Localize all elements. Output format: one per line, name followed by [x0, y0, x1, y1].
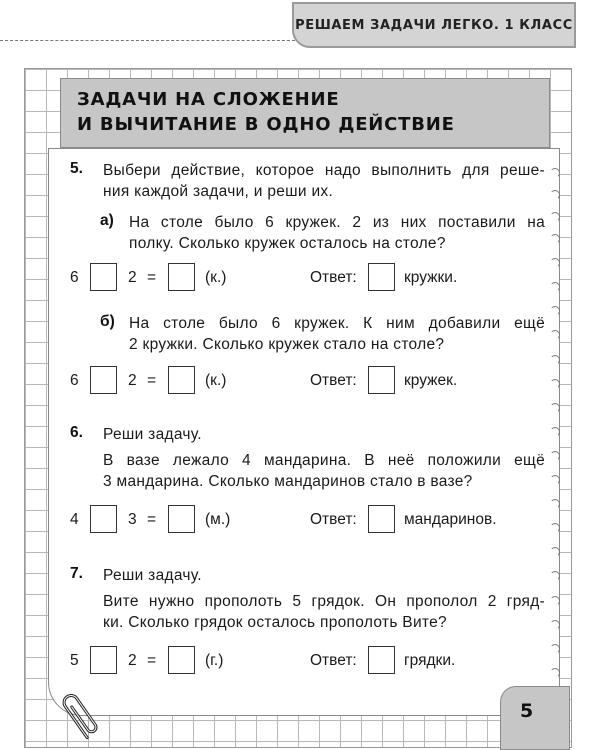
binding-ring-icon	[550, 668, 564, 678]
book-title: РЕШАЕМ ЗАДАЧИ ЛЕГКО. 1 КЛАСС	[295, 17, 573, 33]
answer-unit: мандаринов.	[404, 511, 497, 528]
task-number: 7.	[70, 565, 83, 582]
operand: 4	[70, 511, 79, 528]
binding-ring-icon	[550, 451, 564, 461]
binding-ring-icon	[550, 379, 564, 389]
task-instruction: Реши задачу.	[103, 567, 202, 584]
binding-ring-icon	[550, 355, 564, 365]
result-box[interactable]	[168, 646, 195, 674]
section-title-box	[60, 78, 550, 148]
binding-ring-icon	[550, 427, 564, 437]
operator-box[interactable]	[90, 366, 117, 394]
binding-ring-icon	[550, 475, 564, 485]
binding-ring-icon	[550, 403, 564, 413]
answer-box[interactable]	[368, 646, 395, 674]
binding-ring-icon	[550, 258, 564, 268]
operand: 2	[128, 372, 137, 389]
operator-box[interactable]	[90, 646, 117, 674]
equation-row	[70, 646, 540, 676]
paperclip-icon	[60, 688, 100, 750]
answer-box[interactable]	[368, 505, 395, 533]
problem-text: 2 кружки. Сколько кружек стало на столе?	[129, 336, 445, 353]
task-instruction: Выбери действие, которое надо выполнить для реше-	[103, 162, 545, 179]
operand: 5	[70, 652, 79, 669]
binding-ring-icon	[550, 190, 564, 200]
problem-text: На столе было 6 кружек. К ним добавили ещё	[129, 315, 545, 332]
unit-label: (к.)	[205, 372, 227, 389]
unit-label: (г.)	[205, 652, 224, 669]
task-number: 5.	[70, 160, 83, 177]
operand: 2	[128, 652, 137, 669]
operand: 6	[70, 269, 79, 286]
binding-ring-icon	[550, 499, 564, 509]
operand: 3	[128, 511, 137, 528]
operator-box[interactable]	[90, 263, 117, 291]
problem-text: В вазе лежало 4 мандарина. В неё положили ещё	[103, 452, 545, 469]
header-tab	[292, 2, 576, 48]
problem-text: ки. Сколько грядок осталось прополоть Вите?	[103, 614, 447, 631]
problem-text: Вите нужно прополоть 5 грядок. Он прополол 2 гряд-	[103, 593, 545, 610]
binding-ring-icon	[550, 330, 564, 340]
binding-ring-icon	[550, 234, 564, 244]
cut-line	[0, 40, 300, 41]
task-number: 6.	[70, 424, 83, 441]
binding-ring-icon	[550, 644, 564, 654]
unit-label: (м.)	[205, 511, 231, 528]
binding-ring-icon	[550, 596, 564, 606]
operand: 2	[128, 269, 137, 286]
equation-row	[70, 263, 540, 293]
subtask-label: б)	[100, 313, 115, 330]
task-instruction: Реши задачу.	[103, 426, 202, 443]
section-title-line2: И ВЫЧИТАНИЕ В ОДНО ДЕЙСТВИЕ	[77, 114, 455, 135]
operand: 6	[70, 372, 79, 389]
answer-label: Ответ:	[310, 652, 357, 669]
binding-ring-icon	[550, 282, 564, 292]
answer-box[interactable]	[368, 366, 395, 394]
result-box[interactable]	[168, 366, 195, 394]
problem-text: 3 мандарина. Сколько мандаринов стало в вазе?	[103, 473, 473, 490]
answer-label: Ответ:	[310, 269, 357, 286]
answer-unit: кружек.	[404, 372, 458, 389]
binding-ring-icon	[550, 306, 564, 316]
unit-label: (к.)	[205, 269, 227, 286]
problem-text: На столе было 6 кружек. 2 из них поставили на	[129, 214, 545, 231]
answer-unit: кружки.	[404, 269, 458, 286]
section-title-line1: ЗАДАЧИ НА СЛОЖЕНИЕ	[77, 89, 340, 110]
binding-ring-icon	[550, 620, 564, 630]
page-number-tab	[500, 686, 570, 750]
binding-ring-icon	[550, 523, 564, 533]
equals-sign: =	[147, 652, 157, 669]
equals-sign: =	[147, 511, 157, 528]
equals-sign: =	[147, 372, 157, 389]
subtask-label: а)	[100, 212, 114, 229]
equals-sign: =	[147, 269, 157, 286]
problem-text: полку. Сколько кружек осталось на столе?	[129, 235, 446, 252]
answer-label: Ответ:	[310, 511, 357, 528]
equation-row	[70, 366, 540, 396]
page-number: 5	[520, 700, 534, 722]
result-box[interactable]	[168, 263, 195, 291]
operator-box[interactable]	[90, 505, 117, 533]
binding-ring-icon	[550, 547, 564, 557]
result-box[interactable]	[168, 505, 195, 533]
answer-label: Ответ:	[310, 372, 357, 389]
answer-unit: грядки.	[404, 652, 456, 669]
binding-ring-icon	[550, 168, 564, 178]
answer-box[interactable]	[368, 263, 395, 291]
binding-ring-icon	[550, 212, 564, 222]
equation-row	[70, 505, 540, 535]
binding-ring-icon	[550, 571, 564, 581]
task-instruction: ния каждой задачи, и реши их.	[103, 183, 334, 200]
